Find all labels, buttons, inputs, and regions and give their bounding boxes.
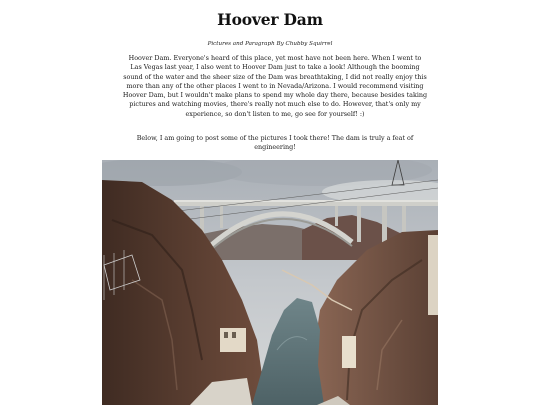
bridge-pylon — [402, 206, 406, 236]
bridge-pylon — [335, 206, 338, 226]
byline: Pictures and Paragraph By Chubby Squirrel — [207, 41, 333, 47]
bridge-deck — [174, 202, 438, 206]
intake-tower-window — [232, 332, 236, 338]
canyon-building — [428, 235, 438, 315]
intro-paragraph: Hoover Dam. Everyone's heard of this place, yet most have not been here. When I went to Las Vegas last year, I also went to Hoover Dam just to take a look! Although the booming sound of the water and the sheer size of the Dam was breathtaking, I did not really enjoy this more than any of the other places I went to in Nevada/Arizona. I would recommend visiting Hoover Dam, but I wouldn't make plans to spend my whole day there, because besides taking pictures and watching movies, there's really not much else to do. However, that's only my experience, so don't listen to me, go see for yourself! :) — [122, 54, 428, 118]
intake-tower-right — [342, 336, 356, 368]
pictures-intro-paragraph: Below, I am going to post some of the pictures I took there! The dam is truly a feat of engineering! — [136, 134, 414, 152]
page-title: Hoover Dam — [217, 10, 323, 29]
hoover-dam-photo — [102, 160, 438, 405]
hoover-dam-photo-drawing — [102, 160, 438, 405]
bridge-pylon — [220, 206, 223, 228]
intake-tower — [220, 328, 246, 352]
bridge-pylon — [357, 206, 361, 242]
bridge-rail — [174, 200, 438, 202]
intake-tower-window — [224, 332, 228, 338]
bridge-pylon — [382, 206, 387, 246]
